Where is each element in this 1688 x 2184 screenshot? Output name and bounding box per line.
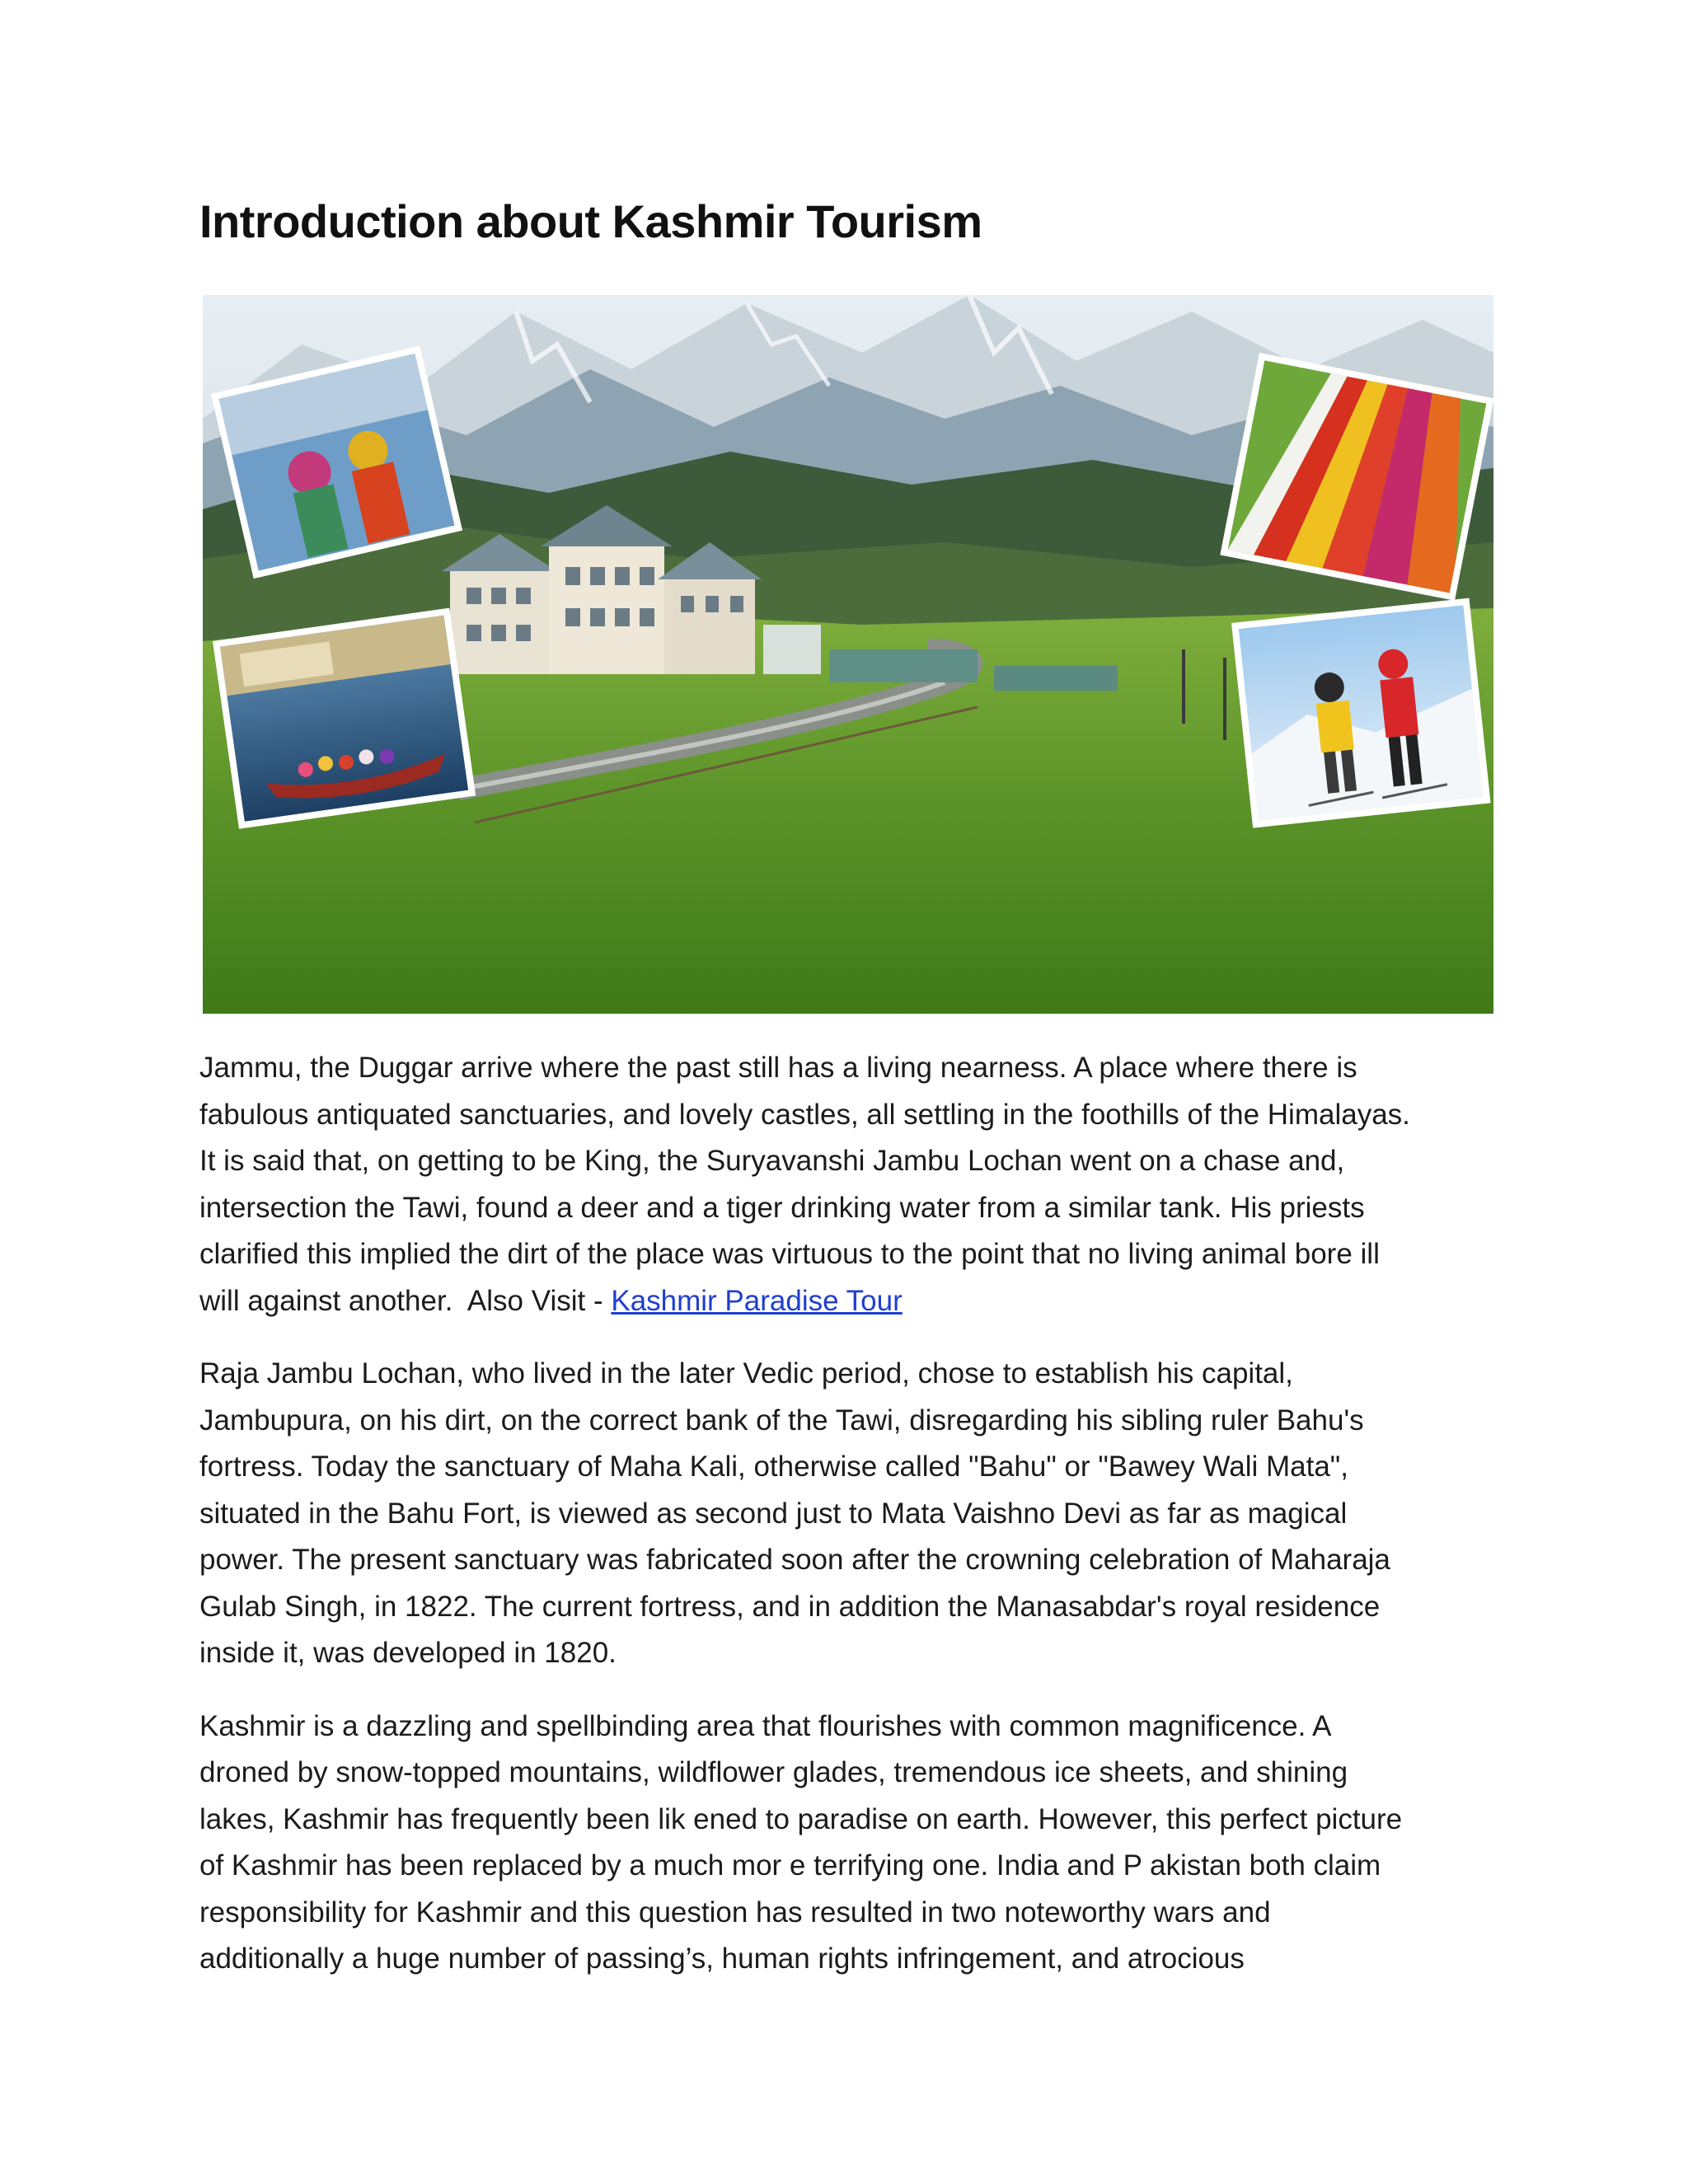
- paragraph-line: inside it, was developed in 1820.: [199, 1637, 617, 1669]
- body-text: [199, 1045, 1493, 2009]
- paragraph-line: Jambupura, on his dirt, on the correct bank of the Tawi, disregarding his sibling ruler Bahu's: [199, 1404, 1364, 1436]
- paragraph-line: clarified this implied the dirt of the place was virtuous to the point that no living animal bore ill: [199, 1238, 1380, 1270]
- paragraph-line: will against another. Also Visit -: [199, 1284, 612, 1317]
- kashmir-paradise-tour-link[interactable]: Kashmir Paradise Tour: [611, 1284, 903, 1317]
- paragraph-3: [199, 1704, 1493, 1983]
- paragraph-line-with-link: [199, 1278, 1493, 1325]
- paragraph-line: power. The present sanctuary was fabricated soon after the crowning celebration of Maharaja: [199, 1544, 1390, 1576]
- hero-collage-image: [203, 295, 1493, 1014]
- paragraph-line: fabulous antiquated sanctuaries, and lovely castles, all settling in the foothills of the Himalayas.: [199, 1098, 1410, 1131]
- paragraph-line: fortress. Today the sanctuary of Maha Kali, otherwise called "Bahu" or "Bawey Wali Mata",: [199, 1451, 1348, 1483]
- paragraph-2: [199, 1351, 1493, 1677]
- paragraph-line: situated in the Bahu Fort, is viewed as second just to Mata Vaishno Devi as far as magical: [199, 1497, 1348, 1530]
- paragraph-line: intersection the Tawi, found a deer and a tiger drinking water from a similar tank. His priests: [199, 1191, 1365, 1224]
- paragraph-line: additionally a huge number of passing’s, human rights infringement, and atrocious: [199, 1943, 1245, 1975]
- paragraph-line: lakes, Kashmir has frequently been lik ened to paradise on earth. However, this perfect picture: [199, 1802, 1403, 1835]
- paragraph-line: droned by snow-topped mountains, wildflower glades, tremendous ice sheets, and shining: [199, 1756, 1348, 1788]
- paragraph-1: [199, 1045, 1493, 1324]
- paragraph-line: of Kashmir has been replaced by a much mor e terrifying one. India and P akistan both claim: [199, 1849, 1381, 1882]
- paragraph-line: responsibility for Kashmir and this question has resulted in two noteworthy wars and: [199, 1896, 1271, 1929]
- paragraph-line: It is said that, on getting to be King, the Suryavanshi Jambu Lochan went on a chase and,: [199, 1145, 1345, 1177]
- paragraph-line: Raja Jambu Lochan, who lived in the later Vedic period, chose to establish his capital,: [199, 1357, 1293, 1390]
- paragraph-line: Jammu, the Duggar arrive where the past still has a living nearness. A place where there is: [199, 1052, 1357, 1084]
- paragraph-line: Gulab Singh, in 1822. The current fortress, and in addition the Manasabdar's royal residence: [199, 1590, 1381, 1623]
- page-title: Introduction about Kashmir Tourism: [199, 195, 982, 247]
- paragraph-line: Kashmir is a dazzling and spellbinding area that flourishes with common magnificence. A: [199, 1709, 1332, 1742]
